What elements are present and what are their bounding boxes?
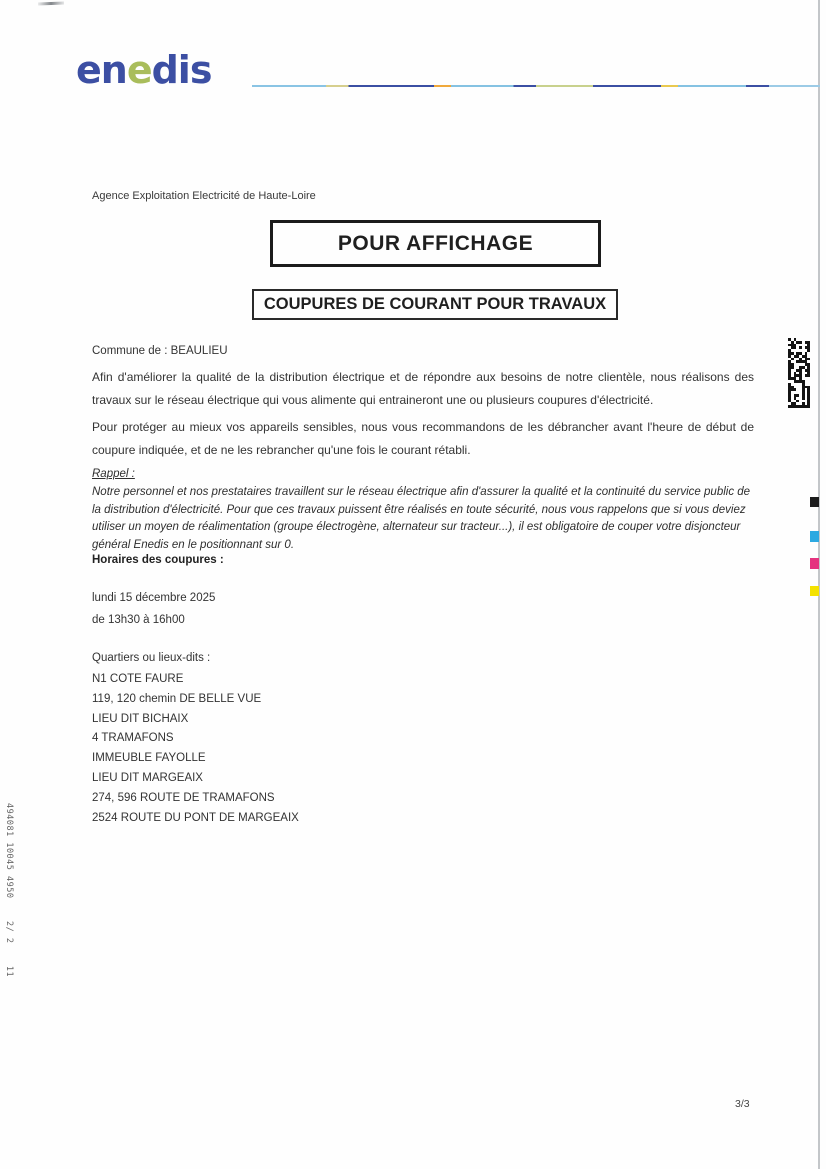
print-mark-cyan [810, 531, 819, 542]
quartiers-heading: Quartiers ou lieux-dits : [92, 652, 211, 664]
scan-edge-line [818, 0, 820, 1169]
list-item: N1 COTE FAURE [92, 673, 184, 685]
scan-artifact-dash [38, 2, 64, 6]
list-item: 274, 596 ROUTE DE TRAMAFONS [92, 791, 275, 804]
commune-line: Commune de : BEAULIEU [92, 345, 228, 357]
logo-text-green-e: e [126, 48, 152, 92]
paragraph-advice: Pour protéger au mieux vos appareils sensibles, nous vous recommandons de les débrancher avant l'heure de début de coupure indiquée, et de ne les rebrancher qu'une fois le courant rétabli. [92, 420, 754, 457]
rappel-paragraph: Notre personnel et nos prestataires travaillent sur le réseau électrique afin d'assurer la qualité et la continuité du service public de la distribution d'électricité. Pour que ces travaux puissent être réalisés en toute sécurité, nous vous rappelons que si vous deviez utiliser un moyen de réalimentation (groupe électrogène, alternateur sur tracteur...), il est obligatoire de couper votre disjoncteur général Enedis en le positionnant sur 0. [92, 486, 751, 551]
side-print-code: 494081 10045 4950 2/ 2 11 [4, 803, 14, 978]
print-mark-black [810, 497, 819, 507]
pour-affichage-label: POUR AFFICHAGE [337, 231, 534, 255]
outage-time: de 13h30 à 16h00 [92, 614, 185, 626]
list-item: 4 TRAMAFONS [92, 732, 174, 745]
paragraph-intro: Afin d'améliorer la qualité de la distribution électrique et de répondre aux besoins de notre clientèle, nous réalisons des travaux sur le réseau électrique qui vous alimente qui entraineront une ou plusieurs coupures d'électricité. [92, 370, 754, 407]
page-number: 3/3 [735, 1098, 750, 1110]
list-item: IMMEUBLE FAYOLLE [92, 752, 206, 765]
coupures-label: COUPURES DE COURANT POUR TRAVAUX [263, 295, 607, 313]
logo-text-left: en [76, 48, 127, 92]
list-item: 2524 ROUTE DU PONT DE MARGEAIX [92, 811, 299, 824]
datamatrix-barcode [788, 338, 810, 408]
enedis-logo [76, 48, 211, 92]
header-divider-line [252, 85, 820, 87]
quartiers-list [92, 670, 299, 828]
list-item: 119, 120 chemin DE BELLE VUE [92, 692, 262, 705]
agency-name: Agence Exploitation Electricité de Haute-Loire [92, 190, 316, 202]
horaires-heading: Horaires des coupures : [92, 554, 224, 566]
list-item: LIEU DIT MARGEAIX [92, 771, 203, 784]
list-item: LIEU DIT BICHAIX [92, 712, 189, 725]
rappel-heading: Rappel : [92, 468, 135, 480]
print-mark-yellow [810, 586, 819, 596]
outage-date: lundi 15 décembre 2025 [92, 592, 216, 604]
coupures-banner [252, 289, 618, 320]
print-mark-magenta [810, 558, 819, 569]
logo-text-right: dis [151, 48, 212, 92]
pour-affichage-banner [270, 220, 601, 267]
